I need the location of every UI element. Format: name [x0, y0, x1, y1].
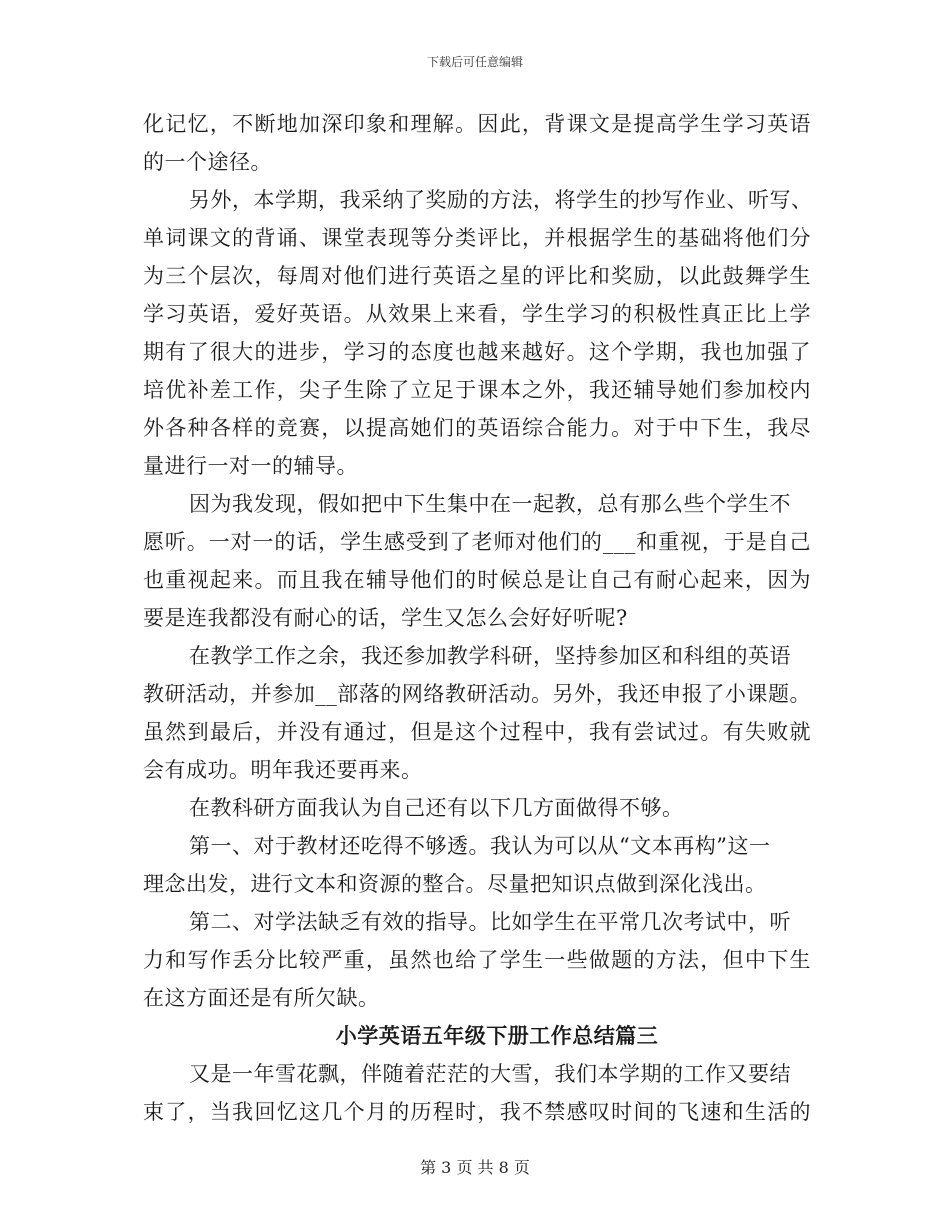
page-number: 第 3 页 共 8 页 [420, 1158, 530, 1177]
text-line: 单词课文的背诵、课堂表现等分类评比，并根据学生的基础将他们分 [143, 226, 811, 250]
text-line: 第二、对学法缺乏有效的指导。比如学生在平常几次考试中，听 [189, 910, 791, 934]
text-line: 另外，本学期，我采纳了奖励的方法，将学生的抄写作业、听写、 [189, 188, 813, 212]
text-line: 愿听。一对一的话，学生感受到了老师对他们的___和重视，于是自己 [143, 530, 811, 554]
document-body [143, 105, 811, 1131]
text-line: 外各种各样的竞赛，以提高她们的英语综合能力。对于中下生，我尽 [143, 416, 811, 440]
text-line: 在教学工作之余，我还参加教学科研，坚持参加区和科组的英语 [189, 644, 791, 668]
text-line: 束了，当我回忆这几个月的历程时，我不禁感叹时间的飞速和生活的 [143, 1100, 811, 1124]
text-line: 要是连我都没有耐心的话，学生又怎么会好好听呢? [143, 606, 628, 630]
section-heading: 小学英语五年级下册工作总结篇三 [335, 1023, 659, 1048]
text-line: 化记忆，不断地加深印象和理解。因此，背课文是提高学生学习英语 [143, 112, 811, 136]
text-line: 又是一年雪花飘，伴随着茫茫的大雪，我们本学期的工作又要结 [189, 1062, 791, 1086]
text-line: 量进行一对一的辅导。 [143, 454, 358, 478]
text-line: 在教科研方面我认为自己还有以下几方面做得不够。 [189, 796, 684, 820]
text-line: 培优补差工作，尖子生除了立足于课本之外，我还辅导她们参加校内 [143, 378, 811, 402]
text-line: 期有了很大的进步，学习的态度也越来越好。这个学期，我也加强了 [143, 340, 811, 364]
text-line: 力和写作丢分比较严重，虽然也给了学生一些做题的方法，但中下生 [143, 948, 811, 972]
text-line: 第一、对于教材还吃得不够透。我认为可以从“文本再构”这一 [189, 834, 771, 858]
text-line: 因为我发现，假如把中下生集中在一起教，总有那么些个学生不 [189, 492, 791, 516]
text-line: 学习英语，爱好英语。从效果上来看，学生学习的积极性真正比上学 [143, 302, 811, 326]
text-line: 会有成功。明年我还要再来。 [143, 758, 423, 782]
text-line: 在这方面还是有所欠缺。 [143, 986, 380, 1010]
text-line: 也重视起来。而且我在辅导他们的时候总是让自己有耐心起来，因为 [143, 568, 811, 592]
header-note: 下载后可任意编辑 [426, 55, 523, 69]
text-line: 教研活动，并参加__部落的网络教研活动。另外，我还申报了小课题。 [143, 682, 811, 706]
text-line: 的一个途径。 [143, 150, 272, 174]
text-line: 为三个层次，每周对他们进行英语之星的评比和奖励，以此鼓舞学生 [143, 264, 811, 288]
text-line: 理念出发，进行文本和资源的整合。尽量把知识点做到深化浅出。 [143, 872, 767, 896]
text-line: 虽然到最后，并没有通过，但是这个过程中，我有尝试过。有失败就 [143, 720, 811, 744]
